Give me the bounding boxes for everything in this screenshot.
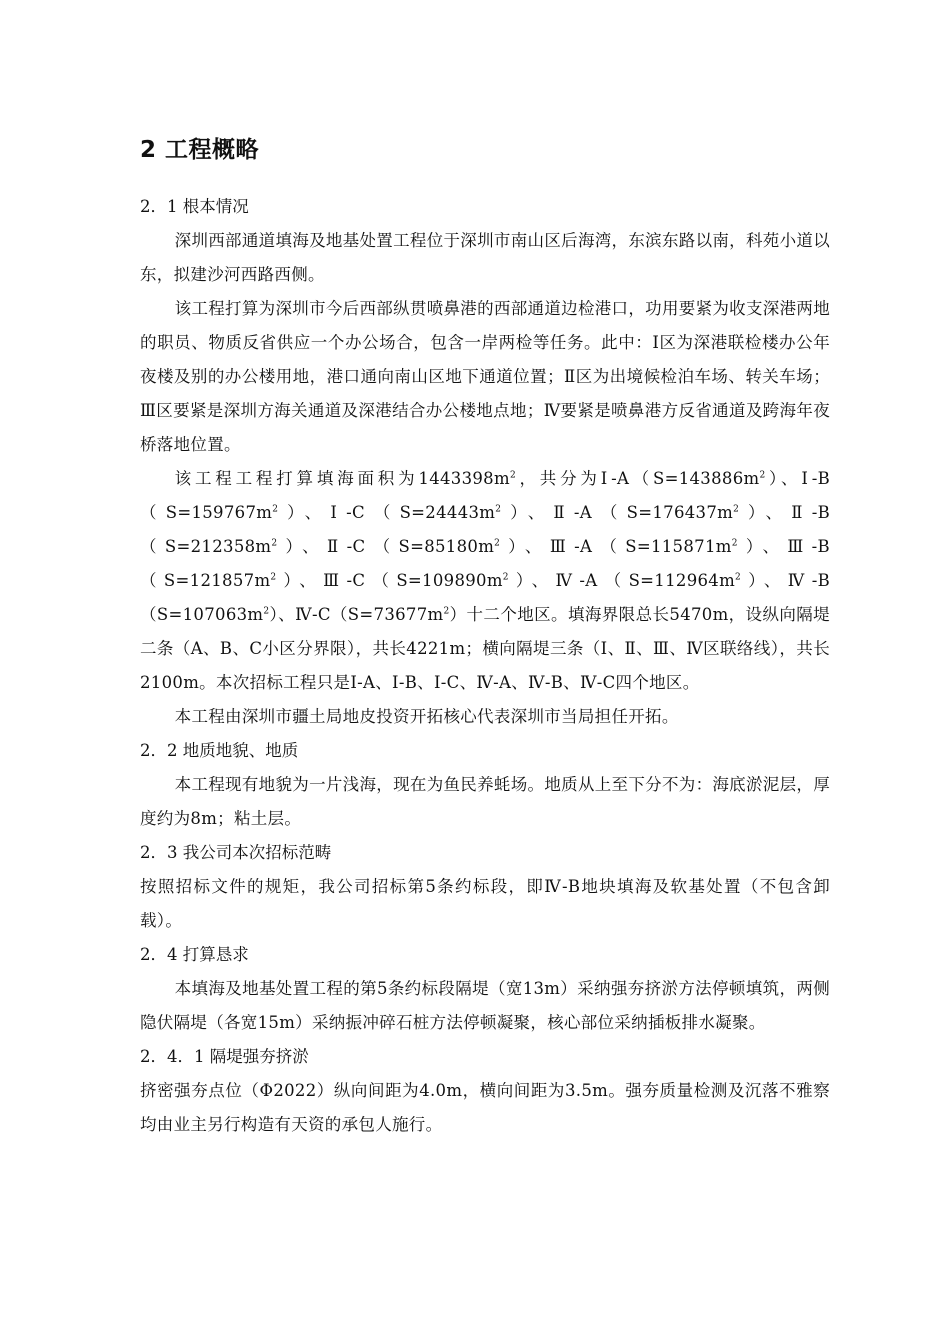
section-heading-2-2: 2．2 地质地貌、地质 bbox=[140, 741, 299, 760]
chapter-title: 2 工程概略 bbox=[140, 137, 260, 163]
paragraph-requirements: 本填海及地基处置工程的第5条约标段隔堤（宽13m）采纳强夯挤淤方法停顿填筑，两侧隐伏隔堤（各宽15m）采纳振冲碎石桩方法停顿凝聚，核心部位采纳插板排水凝聚。 bbox=[140, 979, 830, 1032]
paragraph-areas: 该工程工程打算填海面积为$1443398m^2$，共分为$Ⅰ-A(S=143886m^2)$、$Ⅰ-B(S=159767m^2)$、$Ⅰ-C(S=24443m^2)$、$Ⅱ-A(S=176437m^2)$、$Ⅱ-B(S=212358m^2)$、$Ⅱ-C(S=85180m^2)$、$Ⅲ-A(S=115871m^2)$、$Ⅲ-B(S=121857m^2)$、$Ⅲ-C(S=109890m^2)$、$Ⅳ-A(S=112964m^2)$、$Ⅳ-B(S=107063m^2)$、$Ⅳ-C(S=73677m^2)$十二个地区。填海界限总长5470m，设纵向隔堤二条（A、B、C小区分界限），共长4221m；横向隔堤三条（Ⅰ、Ⅱ、Ⅲ、Ⅳ区联络线），共长2100m。本次招标工程只是Ⅰ-A、Ⅰ-B、Ⅰ-C、Ⅳ-A、Ⅳ-B、Ⅳ-C四个地区。 bbox=[140, 469, 831, 692]
section-heading-2-1: 2．1 根本情况 bbox=[140, 197, 249, 216]
paragraph-geology: 本工程现有地貌为一片浅海，现在为鱼民养蚝场。地质从上至下分不为：海底淤泥层，厚度约为8m；粘土层。 bbox=[140, 775, 830, 828]
paragraph-location: 深圳西部通道填海及地基处置工程位于深圳市南山区后海湾，东滨东路以南，科苑小道以东，拟建沙河西路西侧。 bbox=[140, 231, 830, 284]
document-page bbox=[140, 130, 830, 1142]
paragraph-compaction: 挤密强夯点位（Φ2022）纵向间距为4.0m，横向间距为3.5m。强夯质量检测及沉落不雅察均由业主另行构造有天资的承包人施行。 bbox=[140, 1081, 830, 1134]
paragraph-developer: 本工程由深圳市疆土局地皮投资开拓核心代表深圳市当局担任开拓。 bbox=[174, 707, 679, 726]
paragraph-function: 该工程打算为深圳市今后西部纵贯喷鼻港的西部通道边检港口，功用要紧为收支深港两地的职员、物质反省供应一个办公场合，包含一岸两检等任务。此中：Ⅰ区为深港联检楼办公年夜楼及别的办公楼用地，港口通向南山区地下通道位置；Ⅱ区为出境候检泊车场、转关车场；Ⅲ区要紧是深圳方海关通道及深港结合办公楼地点地；Ⅳ要紧是喷鼻港方反省通道及跨海年夜桥落地位置。 bbox=[140, 299, 830, 454]
section-heading-2-3: 2．3 我公司本次招标范畴 bbox=[140, 843, 332, 862]
paragraph-scope: 按照招标文件的规矩，我公司招标第5条约标段，即Ⅳ-B地块填海及软基处置（不包含卸载）。 bbox=[140, 877, 830, 930]
section-heading-2-4-1: 2．4．1 隔堤强夯挤淤 bbox=[140, 1047, 309, 1066]
section-heading-2-4: 2．4 打算恳求 bbox=[140, 945, 249, 964]
